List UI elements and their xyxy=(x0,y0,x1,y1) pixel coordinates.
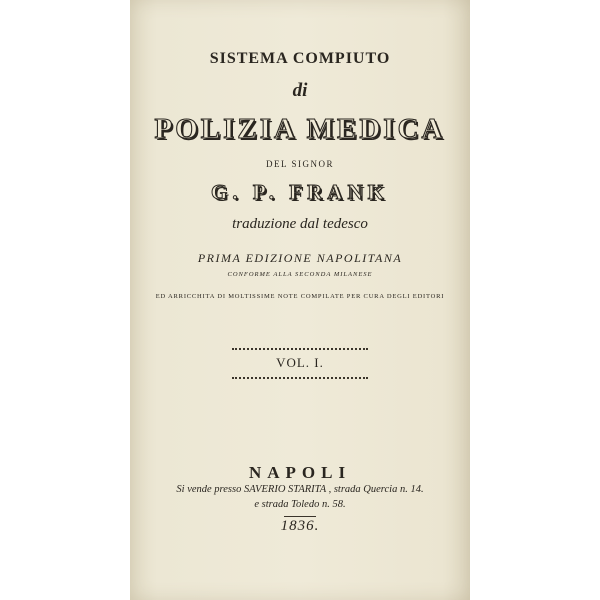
arricchita-text: ED ARRICCHITA DI MOLTISSIME NOTE COMPILATE PER CURA DEGLI EDITORI xyxy=(155,293,445,300)
heading-text: SISTEMA COMPIUTO xyxy=(209,50,391,67)
conforme-text: CONFORME ALLA SECONDA MILANESE xyxy=(227,271,373,278)
publication-year: 1836. xyxy=(280,518,320,534)
author-name: G. P. FRANK xyxy=(211,180,389,204)
dotted-rule-bottom xyxy=(232,377,368,379)
short-divider xyxy=(284,516,316,517)
edition-text: PRIMA EDIZIONE NAPOLITANA xyxy=(197,251,403,265)
di-text: di xyxy=(292,80,308,101)
dotted-rule-top xyxy=(232,348,368,350)
publisher-line-2: e strada Toledo n. 58. xyxy=(254,499,346,510)
del-signor-text: DEL SIGNOR xyxy=(266,159,334,169)
main-title: POLIZIA MEDICA xyxy=(154,113,446,145)
city-name: NAPOLI xyxy=(248,463,352,482)
publisher-line-1: Si vende presso SAVERIO STARITA , strada Quercia n. 14. xyxy=(176,484,424,495)
book-page xyxy=(130,0,470,600)
volume-label: VOL. I. xyxy=(276,355,324,370)
translation-note: traduzione dal tedesco xyxy=(232,216,368,232)
